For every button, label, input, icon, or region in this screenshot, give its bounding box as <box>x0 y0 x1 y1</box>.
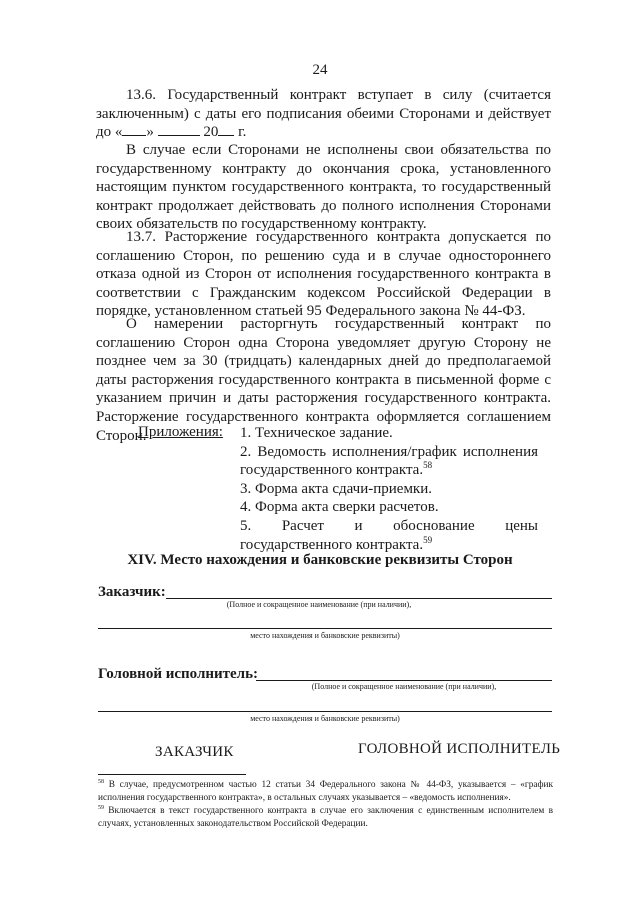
clause-13-6-continuation: В случае если Сторонами не исполнены свои обязательства по государственному контракту до окончания срока, установленного настоящим пунктом государственного контракта, то государственный контракт продолжает действовать до полного исполнения Сторонами своих обязательств по государственному контракту. <box>96 142 551 233</box>
clause-13-6-end: г. <box>234 124 247 141</box>
clause-13-6-quote: » <box>146 124 158 141</box>
clause-13-6 <box>96 86 551 142</box>
customer-address-caption: место нахождения и банковские реквизиты) <box>250 631 400 640</box>
contractor-signature: ГОЛОВНОЙ ИСПОЛНИТЕЛЬ <box>358 741 561 757</box>
clause-13-7: 13.7. Расторжение государственного контракта допускается по соглашению Сторон, по решению суда и в случае одностороннего отказа одной из Сторон от исполнения государственного контракта в соответствии с Гражданским кодексом Российской Федерации в порядке, установленном статьей 95 Федерального закона № 44-ФЗ. <box>96 229 551 320</box>
month-blank <box>158 123 200 136</box>
contractor-label: Головной исполнитель: <box>98 666 259 682</box>
footnote-59: $^{59}$ Включается в текст государственного контракта в случае его заключения с единственным исполнителем в случаях, установленных законодательством Российской Федерации. <box>98 804 553 829</box>
day-blank <box>122 123 146 136</box>
clause-13-7-continuation: О намерении расторгнуть государственный контракт по соглашению Сторон одна Сторона уведомляет другую Сторону не позднее чем за 30 (тридцать) календарных дней до предполагаемой даты расторжения государственного контракта в письменной форме с указанием причин и даты расторжения государственного контракта. Расторжение государственного контракта оформляется соглашением Сторон. <box>96 316 551 444</box>
customer-address-line <box>98 628 552 629</box>
footnote-ref: 59 <box>423 534 433 545</box>
contractor-address-line <box>98 711 552 712</box>
appendix-item: 5. Расчет и обоснование цены государственного контракта.$^{59}$ <box>240 517 538 553</box>
contractor-address-caption: место нахождения и банковские реквизиты) <box>250 714 400 723</box>
customer-name-line <box>166 598 552 599</box>
footnote-separator <box>98 774 246 775</box>
page-number: 24 <box>312 62 328 78</box>
appendices-label: Приложения: <box>138 424 223 440</box>
clause-13-6-year: 20 <box>199 124 219 141</box>
appendix-item: 3. Форма акта сдачи-приемки. <box>240 480 432 497</box>
contractor-name-caption: (Полное и сокращенное наименование (при наличии), <box>311 682 497 691</box>
footnote-58: $^{58}$ В случае, предусмотренном частью 12 статьи 34 Федерального закона № 44-ФЗ, указывается – «график исполнения государственного контракта», в остальных случаях указывается – «ведомость исполнения». <box>98 778 553 803</box>
appendix-item: 1. Техническое задание. <box>240 425 393 441</box>
customer-label: Заказчик: <box>98 584 166 600</box>
clause-13-6-text: 13.6. Государственный контракт вступает в силу (считается заключенным) с даты его подписания обеими Сторонами и действует до « <box>96 87 551 141</box>
footnotes <box>98 779 553 831</box>
year-blank <box>218 123 234 136</box>
appendix-item: 2. Ведомость исполнения/график исполнения государственного контракта.$^{58}$ <box>240 443 538 479</box>
customer-name-caption: (Полное и сокращенное наименование (при наличии), <box>226 600 412 609</box>
contractor-name-line <box>256 680 552 681</box>
section-heading: XIV. Место нахождения и банковские реквизиты Сторон <box>127 552 513 568</box>
footnote-ref: 58 <box>423 460 433 471</box>
customer-signature: ЗАКАЗЧИК <box>155 744 234 760</box>
appendices-list <box>240 424 538 554</box>
appendix-item: 4. Форма акта сверки расчетов. <box>240 499 439 516</box>
